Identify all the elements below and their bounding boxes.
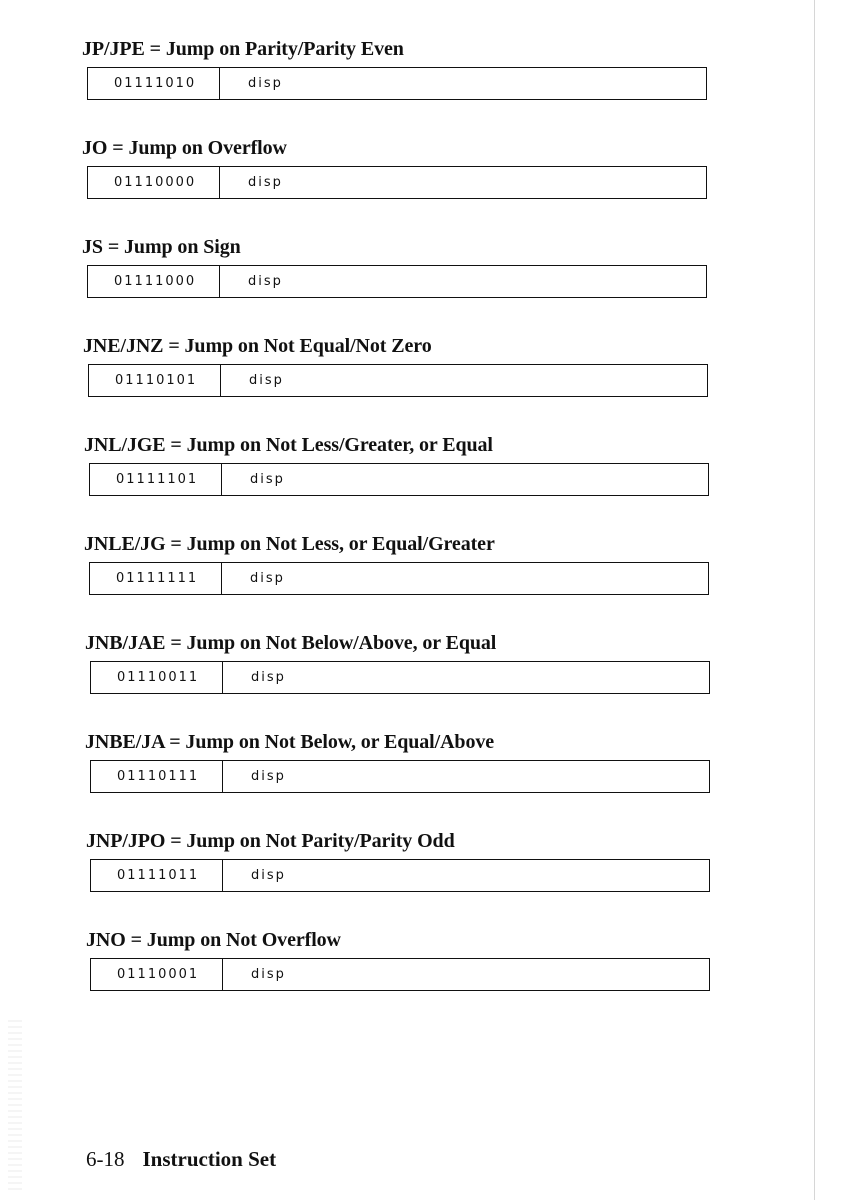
instruction-encoding-box bbox=[90, 661, 710, 694]
disp-field: disp bbox=[251, 967, 286, 982]
instruction-entry bbox=[0, 235, 856, 305]
opcode-field: 01111010 bbox=[88, 68, 220, 99]
opcode-field: 01111000 bbox=[88, 266, 220, 297]
opcode-field: 01111011 bbox=[91, 860, 223, 891]
opcode-field: 01110011 bbox=[91, 662, 223, 693]
instruction-title: JNO = Jump on Not Overflow bbox=[86, 929, 341, 951]
instruction-entry bbox=[0, 433, 856, 503]
instruction-encoding-box bbox=[90, 958, 710, 991]
opcode-field: 01110111 bbox=[91, 761, 223, 792]
page-number: 6-18 bbox=[86, 1147, 125, 1171]
opcode-field: 01110001 bbox=[91, 959, 223, 990]
instruction-encoding-box bbox=[87, 265, 707, 298]
instruction-title: JS = Jump on Sign bbox=[82, 236, 241, 258]
instruction-title: JNL/JGE = Jump on Not Less/Greater, or Equal bbox=[84, 434, 493, 456]
instruction-title: JNP/JPO = Jump on Not Parity/Parity Odd bbox=[86, 830, 455, 852]
instruction-entry bbox=[0, 829, 856, 899]
disp-field: disp bbox=[251, 868, 286, 883]
instruction-encoding-box bbox=[90, 859, 710, 892]
disp-field: disp bbox=[248, 274, 283, 289]
disp-field: disp bbox=[249, 373, 284, 388]
instruction-entry bbox=[0, 334, 856, 404]
instruction-title: JNB/JAE = Jump on Not Below/Above, or Equal bbox=[85, 632, 497, 654]
instruction-entry bbox=[0, 631, 856, 701]
instruction-entry bbox=[0, 532, 856, 602]
disp-field: disp bbox=[251, 769, 286, 784]
instruction-title: JNBE/JA = Jump on Not Below, or Equal/Above bbox=[85, 731, 495, 753]
instruction-entry bbox=[0, 37, 856, 107]
scan-artifact bbox=[8, 1020, 22, 1190]
opcode-field: 01111111 bbox=[90, 563, 222, 594]
opcode-field: 01111101 bbox=[90, 464, 222, 495]
instruction-title: JNE/JNZ = Jump on Not Equal/Not Zero bbox=[83, 335, 432, 357]
instruction-entry bbox=[0, 928, 856, 998]
instruction-encoding-box bbox=[88, 364, 708, 397]
instruction-encoding-box bbox=[89, 562, 709, 595]
section-title: Instruction Set bbox=[142, 1147, 277, 1171]
instruction-entry bbox=[0, 136, 856, 206]
page-footer bbox=[86, 1146, 276, 1172]
opcode-field: 01110000 bbox=[88, 167, 220, 198]
disp-field: disp bbox=[248, 175, 283, 190]
instruction-encoding-box bbox=[89, 463, 709, 496]
instruction-encoding-box bbox=[90, 760, 710, 793]
disp-field: disp bbox=[251, 670, 286, 685]
disp-field: disp bbox=[248, 76, 283, 91]
disp-field: disp bbox=[250, 571, 285, 586]
instruction-entry bbox=[0, 730, 856, 800]
opcode-field: 01110101 bbox=[89, 365, 221, 396]
instruction-title: JNLE/JG = Jump on Not Less, or Equal/Greater bbox=[84, 533, 495, 555]
instruction-encoding-box bbox=[87, 67, 707, 100]
instruction-encoding-box bbox=[87, 166, 707, 199]
disp-field: disp bbox=[250, 472, 285, 487]
instruction-title: JP/JPE = Jump on Parity/Parity Even bbox=[82, 38, 404, 60]
instruction-title: JO = Jump on Overflow bbox=[82, 137, 287, 159]
